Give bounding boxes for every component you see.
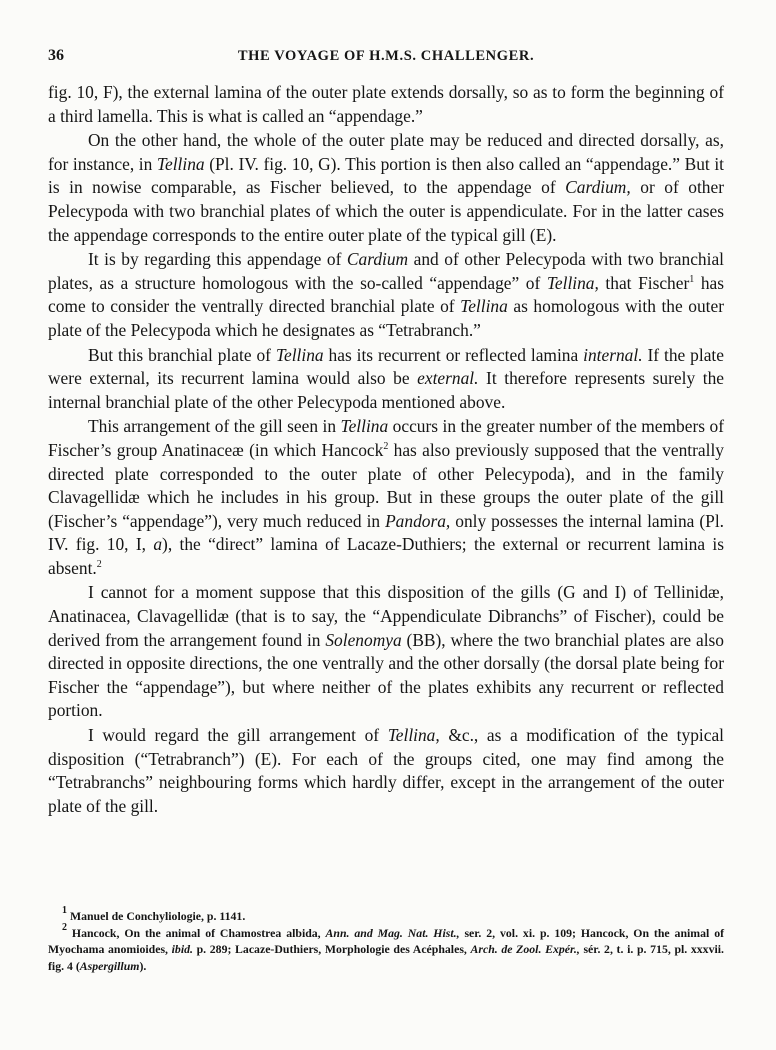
journal-title: Arch. de Zool. Expér., <box>470 942 580 956</box>
footnote-1: $^1$ Manuel de Conchyliologie, p. 1141. <box>62 905 246 923</box>
footnote-ref: 2 <box>383 440 389 452</box>
footnote-ref: 1 <box>689 273 695 285</box>
emphasis: external. <box>417 368 479 389</box>
taxon-name: Pandora, <box>385 510 451 531</box>
paragraph-2: On the other hand, the whole of the outer plate may be reduced and directed dorsally, as, for instance, in Tellina (Pl. IV. fig. 10, G). This portion is then also called an “appendage.” But it is in nowise comparable, as Fischer believed, to the appendage of Cardium, or of other Pelecypoda with two branchial plates of which the outer is appendiculate. For in the latter cases the appendage corresponds to the entire outer plate of the typical gill (E). <box>48 130 724 245</box>
journal-title: ibid. <box>171 942 193 956</box>
paragraph-4: But this branchial plate of Tellina has its recurrent or reflected lamina internal. If the plate were external, its recurrent lamina would also be external. It therefore represents surely the internal branchial plate of the other Pelecypoda mentioned above. <box>48 344 724 412</box>
taxon-name: Tellina <box>156 153 205 174</box>
emphasis: internal. <box>583 344 643 365</box>
figure-label: a <box>153 534 163 555</box>
footnote-2: $^2$ Hancock, On the animal of Chamostrea albida, Ann. and Mag. Nat. Hist., ser. 2, vol. xi. p. 109; Hancock, On the animal of Myochama anomioides, ibid. p. 289; Lacaze-Duthiers, Morphologie des Acéphales, Arch. de Zool. Expér., sér. 2, t. i. p. 715, pl. xxxvii. fig. 4 (Aspergillum). <box>48 921 725 973</box>
paragraph-5: This arrangement of the gill seen in Tellina occurs in the greater number of the members of Fischer’s group Anatinaceæ (in which Hancock$^2$ has also previously supposed that the ventrally directed plate corresponded to the outer plate of other Pelecypoda), and in the family Clavagellidæ which he includes in his group. But in these groups the outer plate of the gill (Fischer’s “appendage”), very much reduced in Pandora, only possesses the internal lamina (Pl. IV. fig. 10, I, a), the “direct” lamina of Lacaze-Duthiers; the external or recurrent lamina is absent.$^2$ <box>48 416 725 578</box>
running-title: THE VOYAGE OF H.M.S. CHALLENGER. <box>237 48 535 64</box>
taxon-name: Cardium <box>346 249 409 270</box>
footnote-ref: 2 <box>96 558 102 570</box>
taxon-name: Aspergillum <box>79 958 140 973</box>
footnotes <box>48 905 725 974</box>
paragraph-6: I cannot for a moment suppose that this disposition of the gills (G and I) of Tellinidæ, Anatinacea, Clavagellidæ (that is to say, the “Appendiculate Dibranchs” of Fischer), could be derived from the arrangement found in Solenomya (BB), where the two branchial plates are also directed in opposite directions, the one ventrally and the other dorsally (the dorsal plate being for Fischer the “appendage”), but where neither of the plates exhibits any recurrent or reflected portion. <box>48 582 724 721</box>
page-number: 36 <box>48 47 64 64</box>
footnote-mark: 2 <box>62 921 67 933</box>
taxon-name: Cardium, <box>565 177 631 198</box>
taxon-name: Tellina, <box>387 725 440 746</box>
taxon-name: Tellina <box>340 416 389 437</box>
taxon-name: Tellina, <box>546 272 599 293</box>
footnote-mark: 1 <box>62 905 67 916</box>
taxon-name: Solenomya <box>325 629 402 650</box>
paragraph-1: fig. 10, F), the external lamina of the outer plate extends dorsally, so as to form the beginning of a third lamella. This is what is called an “appendage.” <box>48 82 724 126</box>
page-header <box>48 47 724 71</box>
body-text <box>48 81 724 818</box>
paragraph-3: It is by regarding this appendage of Cardium and of other Pelecypoda with two branchial plates, as a structure homologous with the so-called “appendage” of Tellina, that Fischer$^1$ has come to consider the ventrally directed branchial plate of Tellina as homologous with the outer plate of the Pelecypoda which he designates as “Tetrabranch.” <box>48 249 725 340</box>
taxon-name: Tellina <box>460 296 508 317</box>
journal-title: Ann. and Mag. Nat. Hist., <box>325 925 460 940</box>
paragraph-7: I would regard the gill arrangement of Tellina, &c., as a modification of the typical disposition (“Tetrabranch”) (E). For each of the groups cited, one may find among the “Tetrabranchs” neighbouring forms which hardly differ, except in the arrangement of the outer plate of the gill. <box>48 725 724 816</box>
taxon-name: Tellina <box>275 344 324 365</box>
